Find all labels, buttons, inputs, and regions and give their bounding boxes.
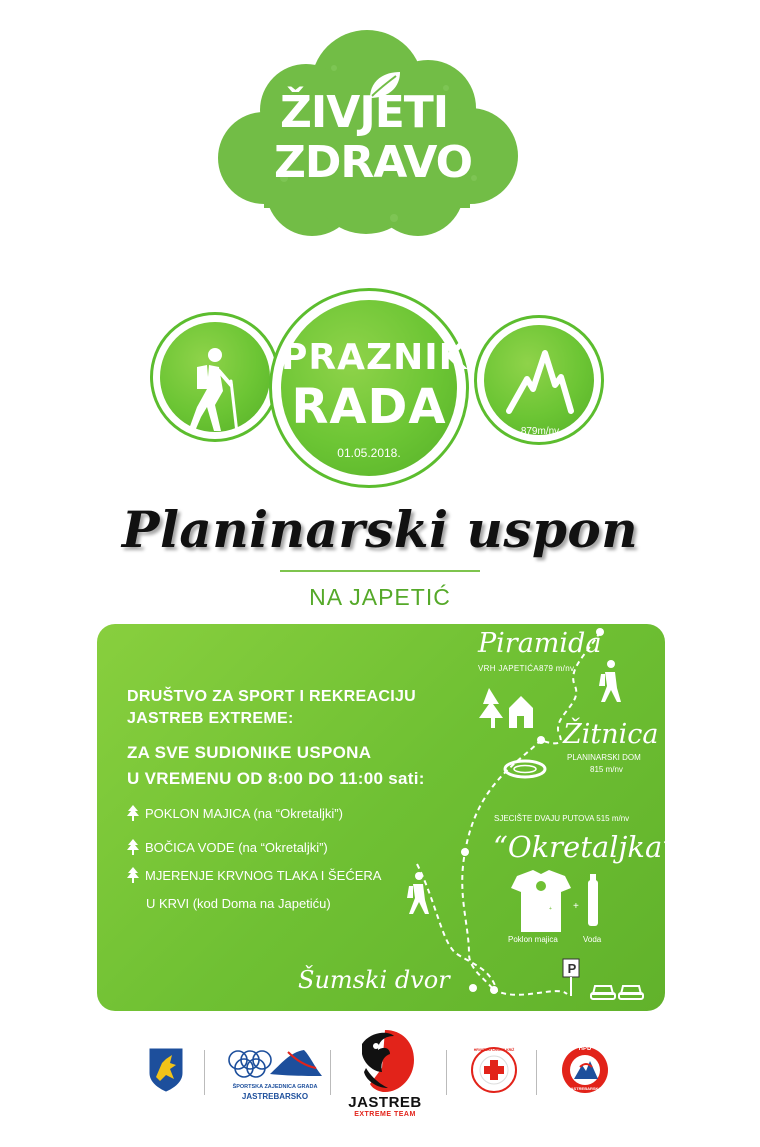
zitnica-label: Žitnica (563, 719, 659, 750)
sports-association-caption-2: JASTREBARSKO (241, 1092, 309, 1101)
mountain-icon (505, 345, 575, 415)
praznik-label: PRAZNIK (281, 337, 468, 378)
jastrebarsko-coat-of-arms-icon (148, 1047, 184, 1093)
list-item (127, 839, 328, 857)
start-waypoint-1 (469, 984, 477, 992)
organizer-line-1: DRUŠTVO ZA SPORT I REKREACIJU (127, 688, 417, 705)
headline: Planinarski uspon (121, 500, 639, 559)
zitnica-altitude: 815 m/nv (590, 765, 623, 774)
altitude-label: 879m/nv (520, 426, 560, 437)
svg-text:+: + (549, 906, 552, 912)
svg-text:+: + (573, 901, 579, 912)
sports-association-logo-icon (226, 1046, 324, 1082)
subtitle: NA JAPETIĆ (309, 584, 451, 610)
piramida-label: Piramida (478, 628, 602, 659)
tree-icon (127, 867, 139, 883)
hiker-small-icon-2 (407, 872, 429, 914)
parking-letter: P (567, 961, 577, 976)
red-cross-ring-text: HRVATSKI CRVENI KRIŽ (473, 1048, 515, 1052)
offer-line-2: U VREMENU OD 8:00 DO 11:00 sati: (127, 769, 425, 788)
tshirt-icon (511, 870, 571, 932)
list-item (127, 867, 381, 885)
water-bottle-icon (588, 874, 598, 926)
jastreb-eagle-icon (354, 1028, 416, 1094)
sports-association-caption-1: ŠPORTSKA ZAJEDNICA GRADA (232, 1084, 318, 1090)
okretaljka-label: “Okretaljka” (493, 830, 678, 864)
water-caption: Voda (583, 935, 602, 944)
logo-divider (536, 1050, 537, 1095)
list-item-text: BOČICA VODE (na “Okretaljki”) (145, 840, 328, 855)
forest-house-icon (479, 688, 533, 728)
tree-icon (127, 805, 139, 821)
red-cross-icon (470, 1046, 518, 1094)
piramida-sublabel: VRH JAPETIĆA879 m/nv (478, 664, 575, 673)
hpd-top-text: HPD (578, 1046, 592, 1052)
offer-line-1: ZA SVE SUDIONIKE USPONA (127, 743, 372, 762)
okretaljka-waypoint (461, 848, 469, 856)
list-item-text: MJERENJE KRVNOG TLAKA I ŠEĆERA (145, 868, 382, 883)
zitnica-waypoint (537, 736, 545, 744)
zivjeti-zdravo-logo-text (274, 88, 474, 188)
crossroads-label: SJECIŠTE DVAJU PUTOVA 515 m/nv (494, 814, 630, 823)
jastreb-name: JASTREB (348, 1094, 422, 1111)
jastreb-tagline: EXTREME TEAM (354, 1111, 416, 1118)
organizer-line-2: JASTREB EXTREME: (127, 710, 294, 727)
tshirt-caption: Poklon majica (508, 935, 558, 944)
logo-divider (204, 1050, 205, 1095)
start-waypoint-2 (490, 986, 498, 994)
rada-label: RADA (291, 379, 447, 435)
tree-icon (127, 839, 139, 855)
list-item (127, 805, 343, 823)
hiker-icon (185, 345, 245, 435)
zitnica-sublabel: PLANINARSKI DOM (567, 753, 641, 762)
organizer-text (127, 686, 457, 730)
event-date: 01.05.2018. (337, 446, 401, 460)
logo-divider (446, 1050, 447, 1095)
list-item-text: POKLON MAJICA (na “Okretaljki”) (145, 806, 343, 821)
offer-text (127, 740, 467, 792)
logo-line-1: ŽIVJETI (280, 87, 449, 138)
car-icons (591, 986, 643, 999)
list-item-continuation (146, 895, 331, 913)
list-item-text: U KRVI (kod Doma na Japetiću) (146, 896, 331, 911)
hpd-bottom-text: JASTREBARSKO (568, 1086, 602, 1091)
logo-line-2: ZDRAVO (274, 137, 473, 188)
logo-divider (330, 1050, 331, 1095)
hiker-small-icon (599, 660, 621, 702)
subtitle-divider (280, 570, 480, 572)
sumski-dvor-label: Šumski dvor (298, 966, 450, 994)
